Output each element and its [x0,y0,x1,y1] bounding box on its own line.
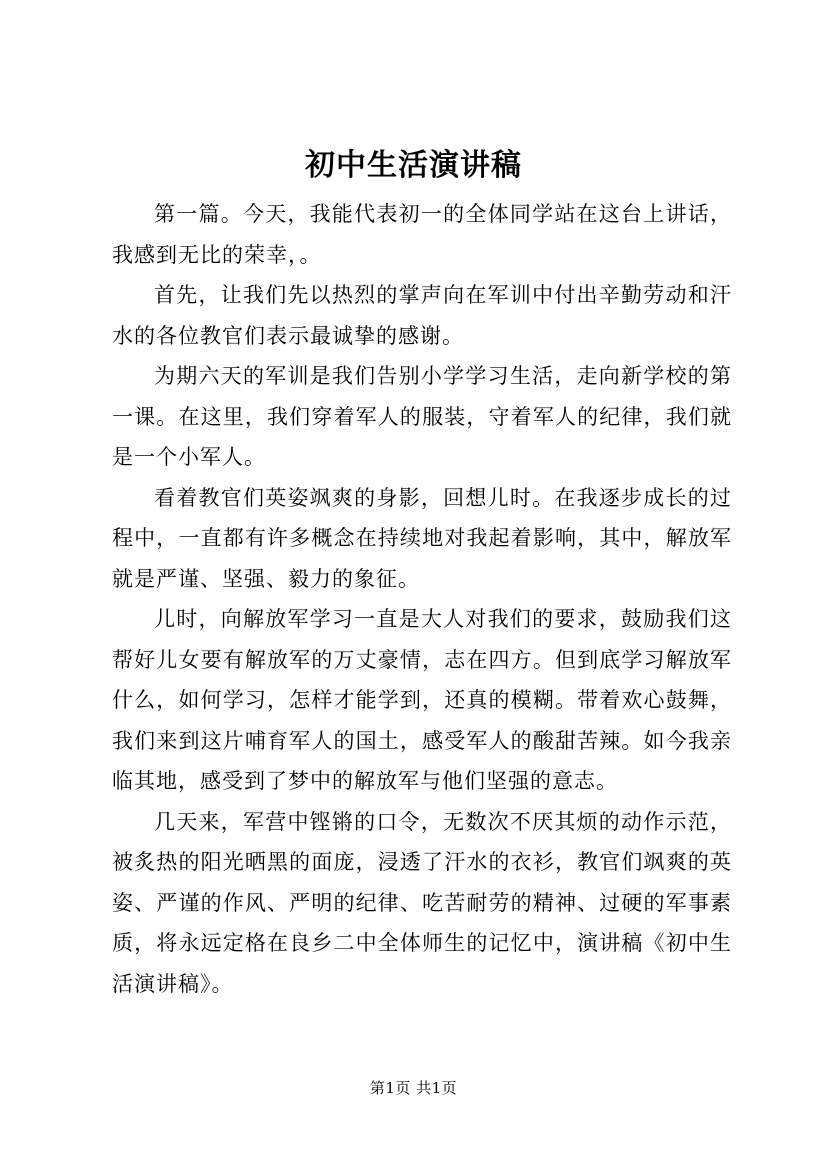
paragraph: 为期六天的军训是我们告别小学学习生活，走向新学校的第一课。在这里，我们穿着军人的服装，守着军人的纪律，我们就是一个小军人。 [112,364,732,469]
paragraph: 首先，让我们先以热烈的掌声向在军训中付出辛勤劳动和汗水的各位教官们表示最诚挚的感谢。 [112,283,732,348]
paragraph: 儿时，向解放军学习一直是大人对我们的要求，鼓励我们这帮好儿女要有解放军的万丈豪情，志在四方。但到底学习解放军什么，如何学习，怎样才能学到，还真的模糊。带着欢心鼓舞，我们来到这片哺育军人的国土，感受军人的酸甜苦辣。如今我亲临其地，感受到了梦中的解放军与他们坚强的意志。 [112,607,732,793]
page-number-footer: 第1页 共1页 [369,1079,458,1097]
paragraph: 看着教官们英姿飒爽的身影，回想儿时。在我逐步成长的过程中，一直都有许多概念在持续地对我起着影响，其中，解放军就是严谨、坚强、毅力的象征。 [112,485,732,591]
paragraph: 几天来，军营中铿锵的口令，无数次不厌其烦的动作示范，被炙热的阳光晒黑的面庞，浸透了汗水的衣衫，教官们飒爽的英姿、严谨的作风、严明的纪律、吃苦耐劳的精神、过硬的军事素质，将永远定格在良乡二中全体师生的记忆中，演讲稿《初中生活演讲稿》。 [112,809,732,996]
document-title: 初中生活演讲稿 [305,148,522,183]
document-body [112,194,732,1004]
paragraph: 第一篇。今天，我能代表初一的全体同学站在这台上讲话，我感到无比的荣幸，。 [112,202,732,267]
